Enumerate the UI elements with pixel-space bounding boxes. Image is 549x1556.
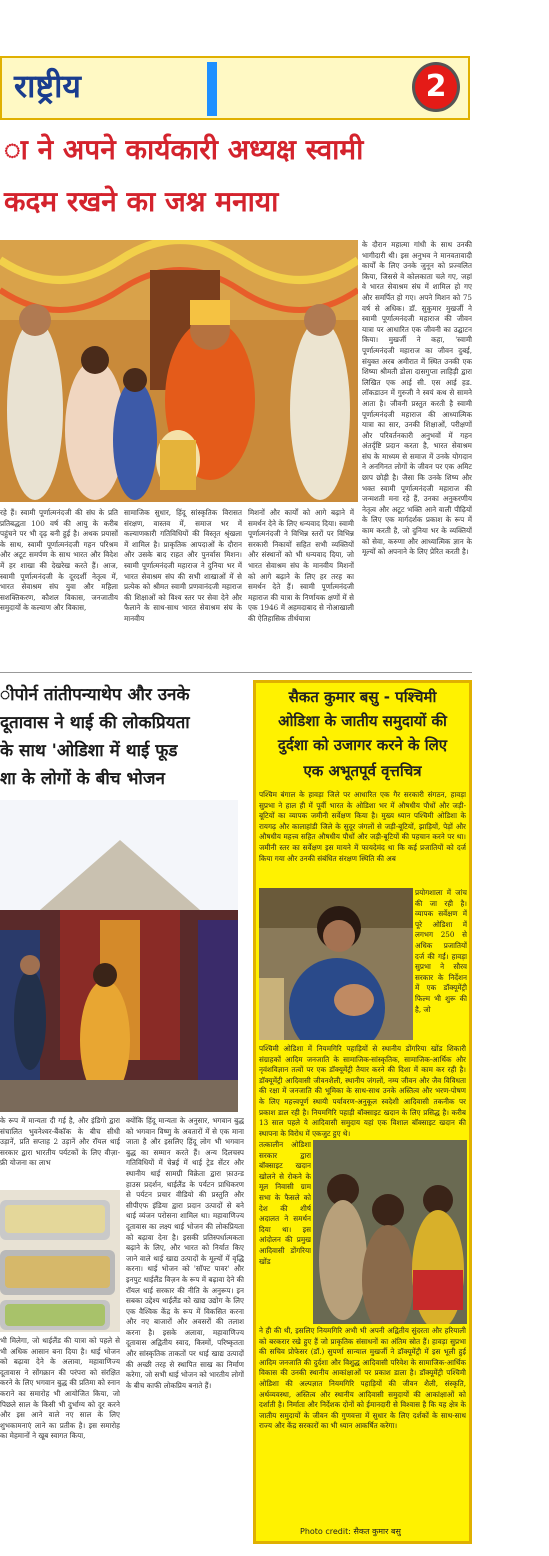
photo-credit: Photo credit: सैकत कुमार बसु [300,1527,401,1536]
section-header [0,56,470,120]
odisha-title-line2: ओडिशा के जातीय समुदायों की [278,712,447,730]
main-story-column-2: सामाजिक सुधार, हिंदू सांस्कृतिक विरासत संरक्षण, वास्तव में, समाज भर में कल्याणकारी गतिविधियों की विस्तृत श्रृंखला में शामिल है। प्राकृतिक आपदाओं के दौरान और उसके बाद राहत और पुनर्वास मिशन। स्वामी पूर्णात्मनंदजी महाराज ने दुनिया भर में भारत सेवाश्रम संघ की सभी शाखाओं में से प्रत्येक को श्रीमत स्वामी प्रणवानंदजी महाराज की शिक्षाओं को विश्व स्तर पर सेवा देने और फैलाने के साथ-साथ भारत सेवाश्रम संघ के मानवीय [124,508,242,623]
thai-headline-line2: दूतावास ने थाई की लोकप्रियता [0,713,190,733]
odisha-paragraph-3: ने ही की थी, इसलिए नियमगिरि अभी भी अपनी अद्वितीय सुंदरता और हरियाली को बरकरार रखे हुए हैं जो प्राकृतिक संसाधनों का अंतिम स्रोत हैं। हावड़ा सुप्रभा की सचिव प्रोफेसर (डॉ.) सुपर्णा सान्याल मुखर्जी ने डॉक्यूमेंट्री में इस भूली हुई आदिम जनजाति की दुर्दशा और विशुद्ध आदिवासी परिवेश के सामाजिक-आर्थिक विकास की उनकी स्थानीय आकांक्षाओं पर प्रकाश डाला है। डॉक्यूमेंट्री पश्चिमी ओडिशा की अल्पज्ञात नियमगिरि पहाड़ियों की जीवन शैली, संस्कृति, अर्थव्यवस्था, अस्तित्व और स्थानीय आदिवासी समुदायों की आकांक्षाओं को दर्शाती है। निर्माता और निर्देशक दोनों को ईमानदारी से विश्वास है कि यह क्षेत्र के जातीय समुदायों के जीवन की गुणवत्ता में सुधार के लिए दर्शकों के साथ-साथ राज्य और केंद्र सरकारों का भी ध्यान आकर्षित करेगा। [259,1326,466,1431]
thai-event-photo [0,800,238,1112]
section-title: राष्ट्रीय [14,67,81,105]
thai-story-column-1: के रूप में मान्यता दी गई है, और इंडिगो द्वारा संचालित भुवनेश्वर-बैंकॉक के बीच सीधी उड़ानें, प्रति सप्ताह 2 उड़ानें और रॉयल थाई सरकार द्वारा भारतीय पर्यटकों के लिए वीज़ा-फ्री योजना का लाभ [0,1116,120,1168]
thai-headline-line4: शा के लोगों के बीच भोजन [0,769,165,789]
odisha-side-text-1: प्रयोगशाला में जांच की जा रही है। व्यापक सर्वेक्षण में पूरे ओडिशा में लगभग 250 से अधिक प्रजातियों दर्ज की गईं। हावड़ा सुप्रभा ने सौरव सरकार के निर्देशन में एक डॉक्यूमेंट्री फिल्म भी शुरू की है, जो [415,888,467,1014]
main-story-column-1: रहे हैं। स्वामी पूर्णात्मनंदजी की संघ के प्रति प्रतिबद्धता 100 वर्ष की आयु के करीब पहुंचने पर भी दृढ़ बनी हुई है। अथक प्रयासों के साथ, स्वामी पूर्णात्मनंदजी गहन परिश्रम और अटूट समर्पण के साथ भारत और विदेश में हर शाखा की देखरेख करते हैं। आज, स्वामी पूर्णात्मनंदजी के दूरदर्शी नेतृत्व में, भारत सेवाश्रम संघ युवा और महिला सशक्तिकरण, कौशल विकास, जनजातीय समुदायों के कल्याण और विकास, [0,508,118,613]
odisha-title-line1: सैकत कुमार बसु - पश्चिमी [288,688,437,706]
thai-headline-line1: ीपोर्न तांतीपन्याथेप और उनके [0,685,190,705]
odisha-tribal-women-photo [313,1140,467,1324]
odisha-title-line3: दुर्दशा को उजागर करने के लिए [277,736,448,754]
main-headline-line1: ा ने अपने कार्यकारी अध्यक्ष स्वामी [4,133,364,166]
odisha-paragraph-1: पश्चिम बंगाल के हावड़ा जिले पर आधारित एक गैर सरकारी संगठन, हावड़ा सुप्रभा ने हाल ही में पूर्वी भारत के ओडिशा भर में औषधीय पौधों और जड़ी-बूटियों का व्यापक जमीनी सर्वेक्षण किया है। मुख्य ध्यान पश्चिमी ओडिशा के रायगढ़ और कालाहांडी जिले के सुदूर जंगलों से जड़ी-बूटियों, झाड़ियों, पेड़ों और औषधीय महत्त्व सहित औषधीय पौधों और जड़ी-बूटियों की पहचान करने पर था। जमीनी स्तर का सर्वेक्षण इस मायने में फायदेमंद था कि कई प्रजातियों को दर्ज किया गया और उनकी संबंधित संरक्षण स्थिति की अब [259,790,466,863]
main-story-column-4: के दौरान महात्मा गांधी के साथ उनकी भागीदारी थी। इस अनुभव ने मानवतावादी कार्यों के लिए उनके जुनून को प्रज्वलित किया, जिससे वे कोलकाता चले गए, जहां वे भारत सेवाश्रम संघ में शामिल हो गए और समर्पित हो गए। अपने मिशन को 75 वर्ष से अधिक। डॉ. सुकुमार मुखर्जी ने स्वामी पूर्णात्मनंदजी महाराज की जीवन यात्रा पर आधारित एक जीवनी का उद्घाटन किया। मुखर्जी ने कहा, 'स्वामी पूर्णात्मनंदजी महाराज का जीवन दुबई, संयुक्त अरब अमीरात में स्थित उनकी एक शिष्या श्रीमती डोला दासगुप्ता लाहिड़ी द्वारा लिखित एक आई सी. एस आई हड. लॉकडाउन में गुरुजी ने स्वयं कथ से सामने आता है। जीवनी प्रस्तुत करती है स्वामी पूर्णात्मनंदजी महाराज की आध्यात्मिक यात्रा का सार, उनकी शिक्षाओं, परीक्षणों और परिवर्तनकारी अनुभवों में गहन अंतर्दृष्टि प्रदान करता है, भारत सेवाश्रम संघ के माध्यम से समाज में उनके योगदान ने अनगिनत लोगों के जीवन पर एक अमिट छाप छोड़ी है। जैसा कि उनके शिष्य और भक्त स्वामी पूर्णात्मनंदजी महाराज की जन्मशती मना रहे हैं, उनका अनुकरणीय नेतृत्व और अटूट भक्ति आने वाली पीढ़ियों के लिए एक मार्गदर्शक प्रकाश के रूप में काम करती है, जो दुनिया भर के व्यक्तियों को सेवा, करुणा और आध्यात्मिक ज्ञान के मूल्यों को अपनाने के लिए प्रेरित करती है। [362,240,472,557]
main-story-photo [0,240,358,502]
thai-headline-line3: के साथ 'ओडिशा में थाई फूड [0,741,178,761]
thai-story-column-2: क्योंकि हिंदू मान्यता के अनुसार, भगवान बुद्ध को भगवान विष्णु के अवतारों में से एक माना जाता है और इसलिए हिंदू लोग भी भगवान बुद्ध का सम्मान करते हैं। अन्य दिलचस्प गतिविधियों में चेन्नई में थाई ट्रेड सेंटर और स्थानीय थाई सामग्री विक्रेता द्वारा फ़ाउन्ड हाउस प्रदर्शन, थाईलैंड के पर्यटन प्राधिकरण से पर्यटन प्रचार वीडियो की प्रस्तुति और सीपीएफ इंडिया द्वारा प्रदान उत्पादों से बने थाई व्यंजन परोसना शामिल था। महावाणिज्य दूतावास का लक्ष्य थाई भोजन की लोकप्रियता को बढ़ावा देना है। इसकी प्रतिस्पर्धात्मकता बढ़ाने के लिए, और भारत को निर्यात किए जाने वाले थाई खाद्य उत्पादों के मूल्यों में वृद्धि करना। थाई भोजन को 'सॉफ्ट पावर' और इनपुट थाईलैंड विज़न के रूप में बढ़ावा देने की रॉयल थाई सरकार की नीति के अनुरूप। इन सबका उद्देश्य थाईलैंड को खाद्य उद्योग के लिए एक वैश्विक केंद्र के रूप में विकसित करना और नए बाजारों और अवसरों की तलाश करना है। इसके अलावा, महावाणिज्य दूतावास अद्वितीय स्वाद, किस्मों, परिष्कृतता और सांस्कृतिक ताकतों पर थाई खाद्य उत्पादों की अच्छी तरह से स्थापित साख का निर्माण करेगा, जो सभी थाई भोजन को भारतीय लोगों के बीच काफी लोकप्रिय बनाते हैं। [126,1116,244,1390]
thai-story-column-1b: भी मिलेगा, जो थाईलैंड की यात्रा को पहले से भी अधिक आसान बना दिया है। थाई भोजन को बढ़ावा देने के अलावा, महावाणिज्य दूतावास ने सोंगक्रान की परंपरा को संरक्षित करने के लिए भगवान बुद्ध की प्रतिमा को स्नान कराने का समारोह भी आयोजित किया, जो पिछले साल के किसी भी दुर्भाग्य को दूर करने और इस आने वाले नए साल के लिए शुभकामनाएं लाने का प्रतीक है। इस समारोह का मेहमानों ने खूब स्वागत किया, [0,1336,120,1441]
odisha-paragraph-2: पश्चिमी ओडिशा में नियमगिरि पहाड़ियों से स्थानीय डोंगरिया खोंड शिकारी संग्राहकों आदिम जनजाति के सामाजिक-सांस्कृतिक, सामाजिक-आर्थिक और नृवंशविज्ञान तत्वों पर एक डॉक्यूमेंट्री तैयार करने की दिशा में काम कर रही है। डॉक्यूमेंट्री आदिवासी जीवनशैली, स्थानीय जंगलों, नम्य जीवन और जैव विविधता की रक्षा में जनजाति की भूमिका के साथ-साथ उनके अस्तित्व और भरण-पोषण के लिए महत्त्वपूर्ण स्थायी पर्यावरण-अनुकूल स्वदेशी आदिवासी तकनीक पर प्रकाश डाल रही है। नियमगिरि पहाड़ी बॉक्साइट खदान के लिए प्रसिद्ध है। करीब 13 साल पहले ये आदिवासी समुदाय यहां एक विशाल बॉक्साइट खदान की स्थापना के विरोध में एकजुट हुए थे। [259,1044,466,1138]
main-story-column-3: मिशनों और कार्यों को आगे बढ़ाने में समर्थन देने के लिए धन्यवाद दिया। स्वामी पूर्णात्मनंदजी ने विभिन्न स्तरों पर विभिन्न सरकारी निकायों सहित सभी व्यक्तियों और संस्थानों को भी धन्यवाद दिया, जो भारत सेवाश्रम संघ के मानवीय मिशनों को आगे बढ़ाने के लिए हर तरह का समर्थन देते हैं। स्वामी पूर्णात्मनंदजी महाराज की यात्रा के निर्णायक क्षणों में से एक 1946 में अहमदाबाद से नोआखाली की ऐतिहासिक तीर्थयात्रा [248,508,354,623]
thai-food-photo [0,1190,120,1332]
page-number-badge: 2 [412,62,460,112]
odisha-side-text-2: तत्कालीन ओडिशा सरकार द्वारा बॉक्साइट खदान खोलने से रोकने के मूल निवासी ग्राम सभा के फैसले को देश की शीर्ष अदालत ने समर्थन दिया था। इस आंदोलन की प्रमुख आदिवासी डोंगरिया खोंड [259,1140,311,1266]
odisha-woman-photo [259,888,413,1040]
main-headline-line2: कदम रखने का जश्न मनाया [4,185,279,218]
section-divider [0,672,472,673]
header-accent-bar [207,62,217,116]
odisha-title-line4: एक अभूतपूर्व वृत्तचित्र [303,762,422,780]
